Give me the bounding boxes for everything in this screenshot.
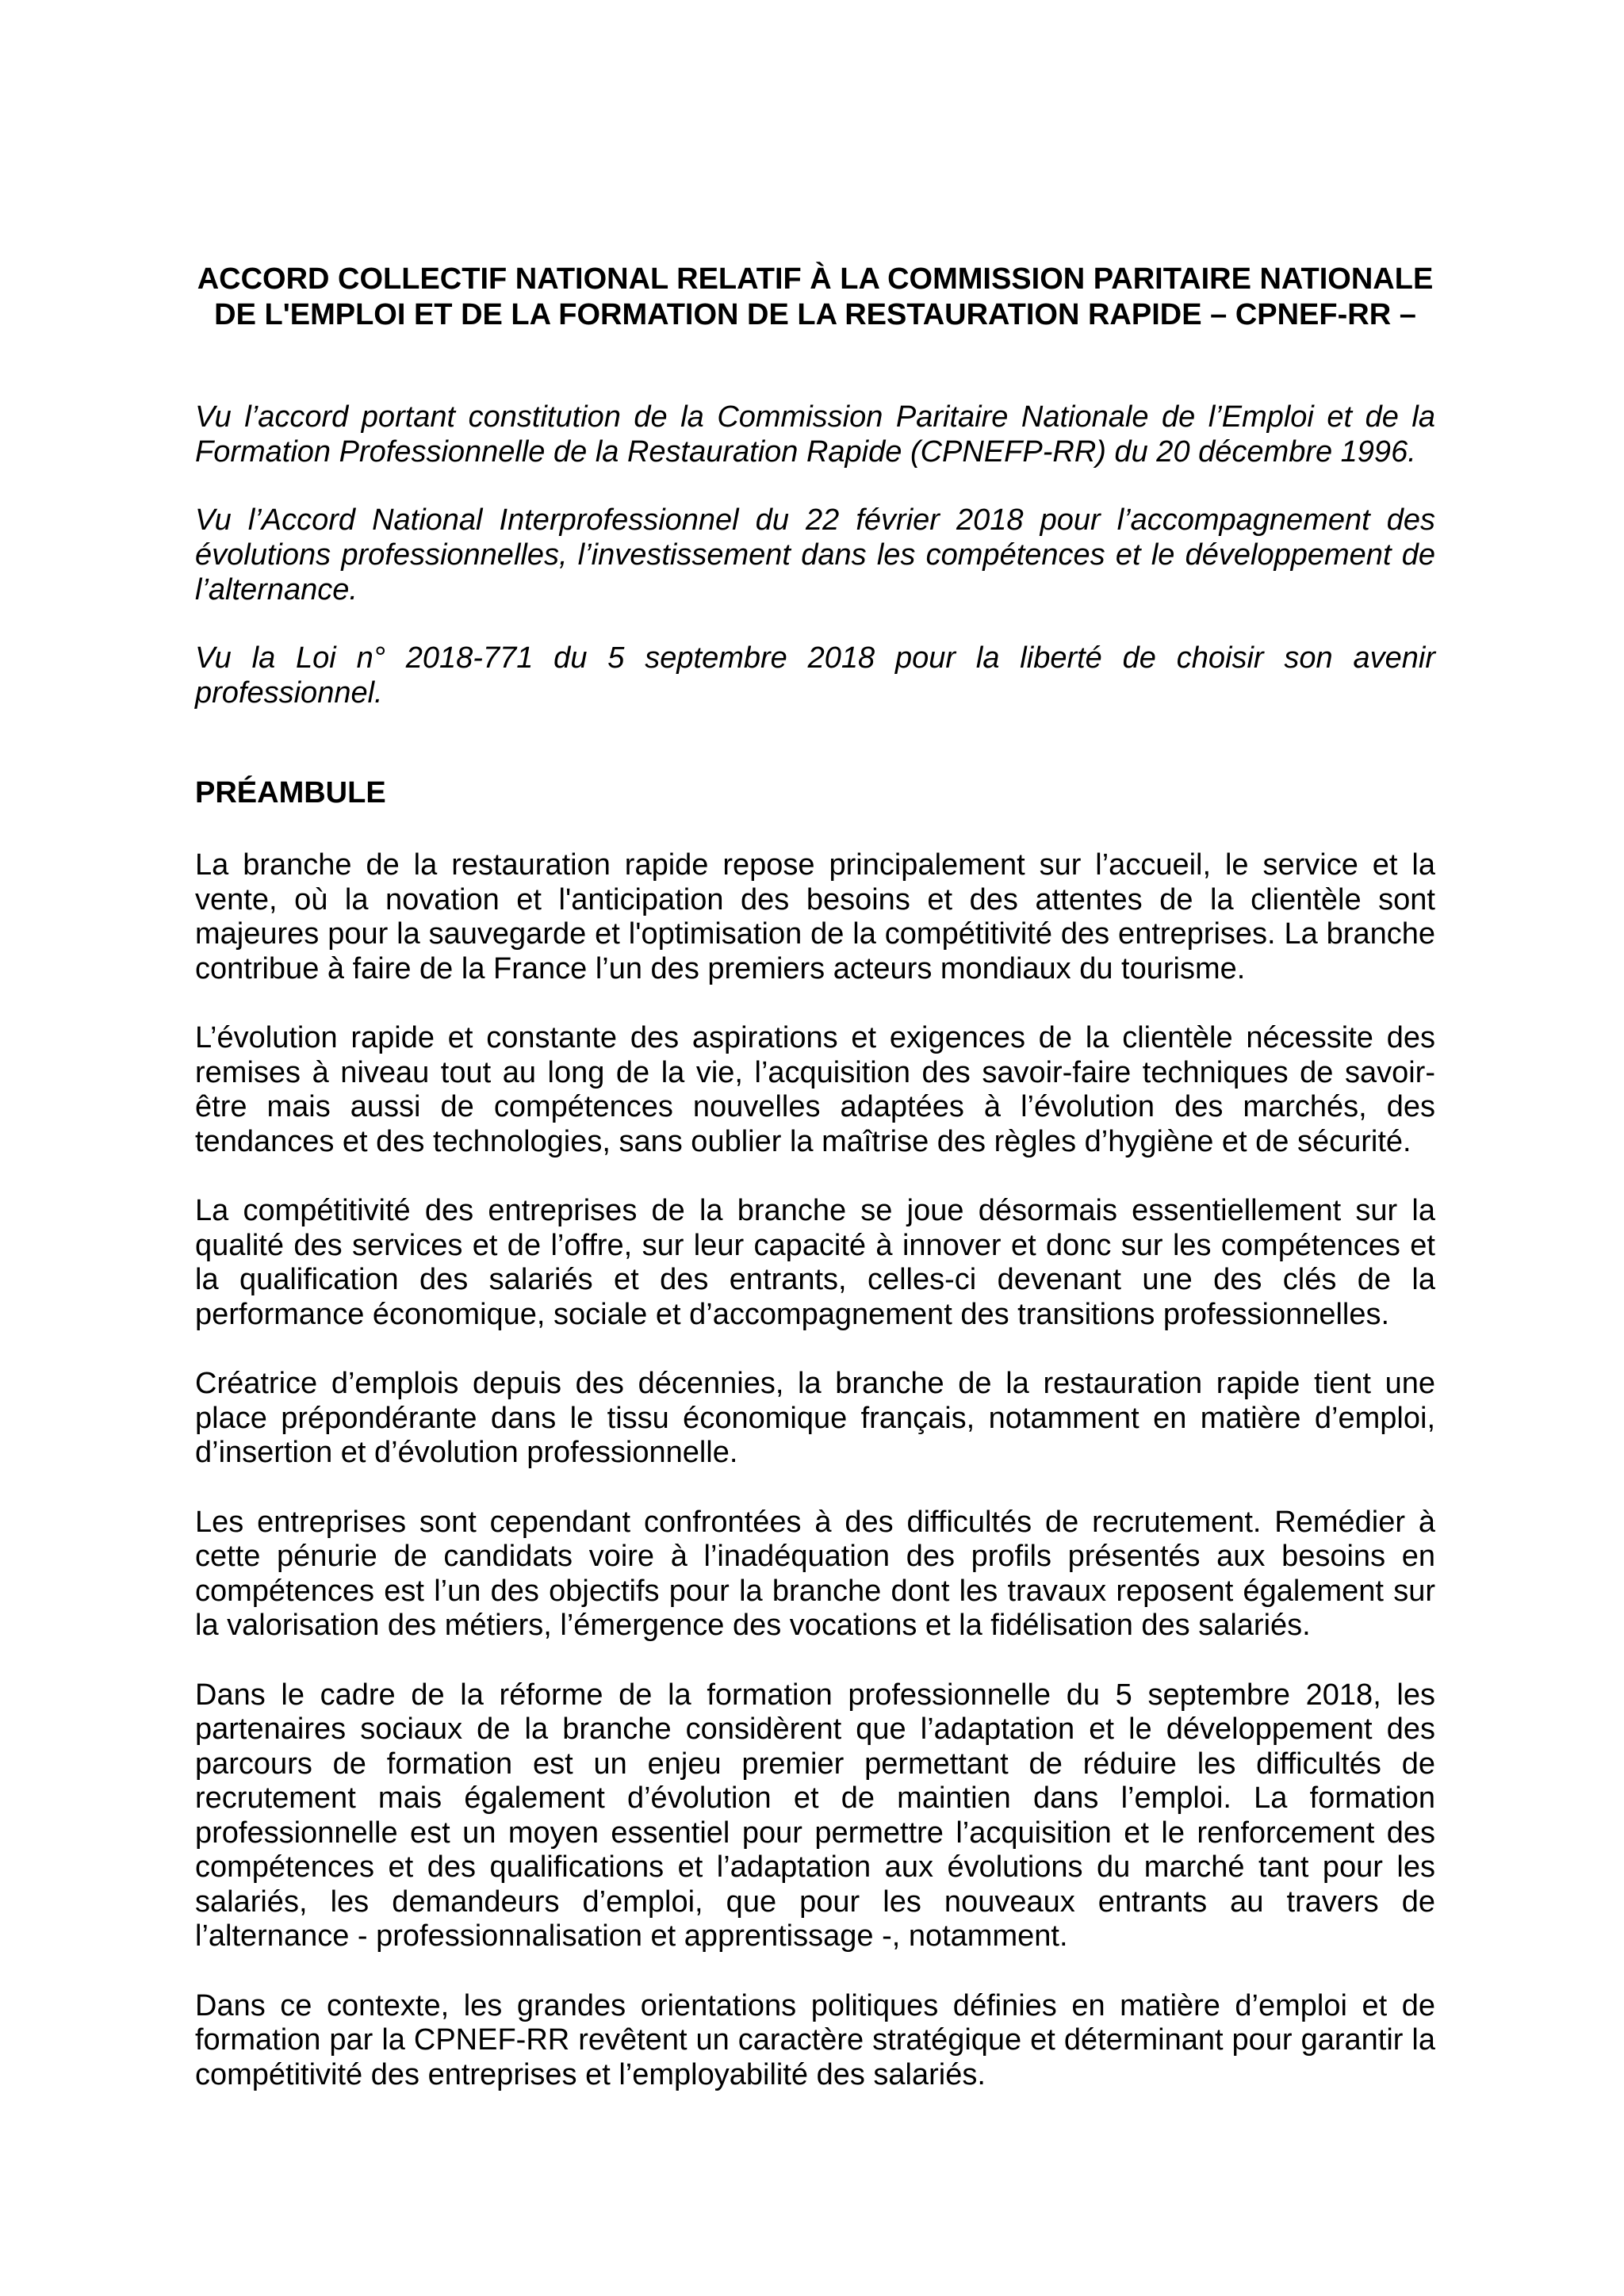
document-title-line-1: ACCORD COLLECTIF NATIONAL RELATIF À LA COMMISSION PARITAIRE NATIONALE: [197, 262, 1434, 296]
preamble-paragraph: Dans ce contexte, les grandes orientations politiques définies en matière d’emploi et de formation par la CPNEF-RR revêtent un caractère stratégique et déterminant pour garantir la compétitivité des entreprises et l’employabilité des salariés.: [195, 1988, 1435, 2091]
preamble-heading: PRÉAMBULE: [195, 776, 386, 809]
visa-paragraph: Vu l’accord portant constitution de la Commission Paritaire Nationale de l’Emploi et de la Formation Professionnelle de la Restauration Rapide (CPNEFP-RR) du 20 décembre 1996.: [195, 400, 1435, 469]
preamble-section: [195, 848, 1435, 2092]
preamble-paragraph: Créatrice d’emplois depuis des décennies, la branche de la restauration rapide tient une place prépondérante dans le tissu économique français, notamment en matière d’emploi, d’insertion et d’évolution professionnelle.: [195, 1367, 1435, 1469]
visas-section: [195, 400, 1435, 710]
visa-paragraph: Vu la Loi n° 2018-771 du 5 septembre 2018 pour la liberté de choisir son avenir professionnel.: [195, 641, 1435, 710]
preamble-paragraph: La branche de la restauration rapide repose principalement sur l’accueil, le service et la vente, où la novation et l'anticipation des besoins et des attentes de la clientèle sont majeures pour la sauvegarde et l'optimisation de la compétitivité des entreprises. La branche contribue à faire de la France l’un des premiers acteurs mondiaux du tourisme.: [195, 848, 1435, 985]
preamble-paragraph: La compétitivité des entreprises de la branche se joue désormais essentiellement sur la qualité des services et de l’offre, sur leur capacité à innover et donc sur les compétences et la qualification des salariés et des entrants, celles-ci devenant une des clés de la performance économique, sociale et d’accompagnement des transitions professionnelles.: [195, 1194, 1435, 1331]
visa-paragraph: Vu l’Accord National Interprofessionnel du 22 février 2018 pour l’accompagnement des évolutions professionnelles, l’investissement dans les compétences et le développement de l’alternance.: [195, 503, 1435, 607]
document-title: [195, 262, 1435, 333]
preamble-paragraph: Les entreprises sont cependant confrontées à des difficultés de recrutement. Remédier à cette pénurie de candidats voire à l’inadéquation des profils présentés aux besoins en compétences est l’un des objectifs pour la branche dont les travaux reposent également sur la valorisation des métiers, l’émergence des vocations et la fidélisation des salariés.: [195, 1505, 1435, 1642]
document-title-line-2: DE L'EMPLOI ET DE LA FORMATION DE LA RESTAURATION RAPIDE – CPNEF-RR –: [214, 298, 1416, 331]
preamble-paragraph: L’évolution rapide et constante des aspirations et exigences de la clientèle nécessite des remises à niveau tout au long de la vie, l’acquisition des savoir-faire techniques de savoir-être mais aussi de compétences nouvelles adaptées à l’évolution des marchés, des tendances et des technologies, sans oublier la maîtrise des règles d’hygiène et de sécurité.: [195, 1021, 1435, 1158]
document-page: [195, 262, 1435, 2127]
preamble-paragraph: Dans le cadre de la réforme de la formation professionnelle du 5 septembre 2018, les partenaires sociaux de la branche considèrent que l’adaptation et le développement des parcours de formation est un enjeu premier permettant de réduire les difficultés de recrutement mais également d’évolution et de maintien dans l’emploi. La formation professionnelle est un moyen essentiel pour permettre l’acquisition et le renforcement des compétences et des qualifications et l’adaptation aux évolutions du marché tant pour les salariés, les demandeurs d’emploi, que pour les nouveaux entrants au travers de l’alternance - professionnalisation et apprentissage -, notamment.: [195, 1678, 1435, 1953]
